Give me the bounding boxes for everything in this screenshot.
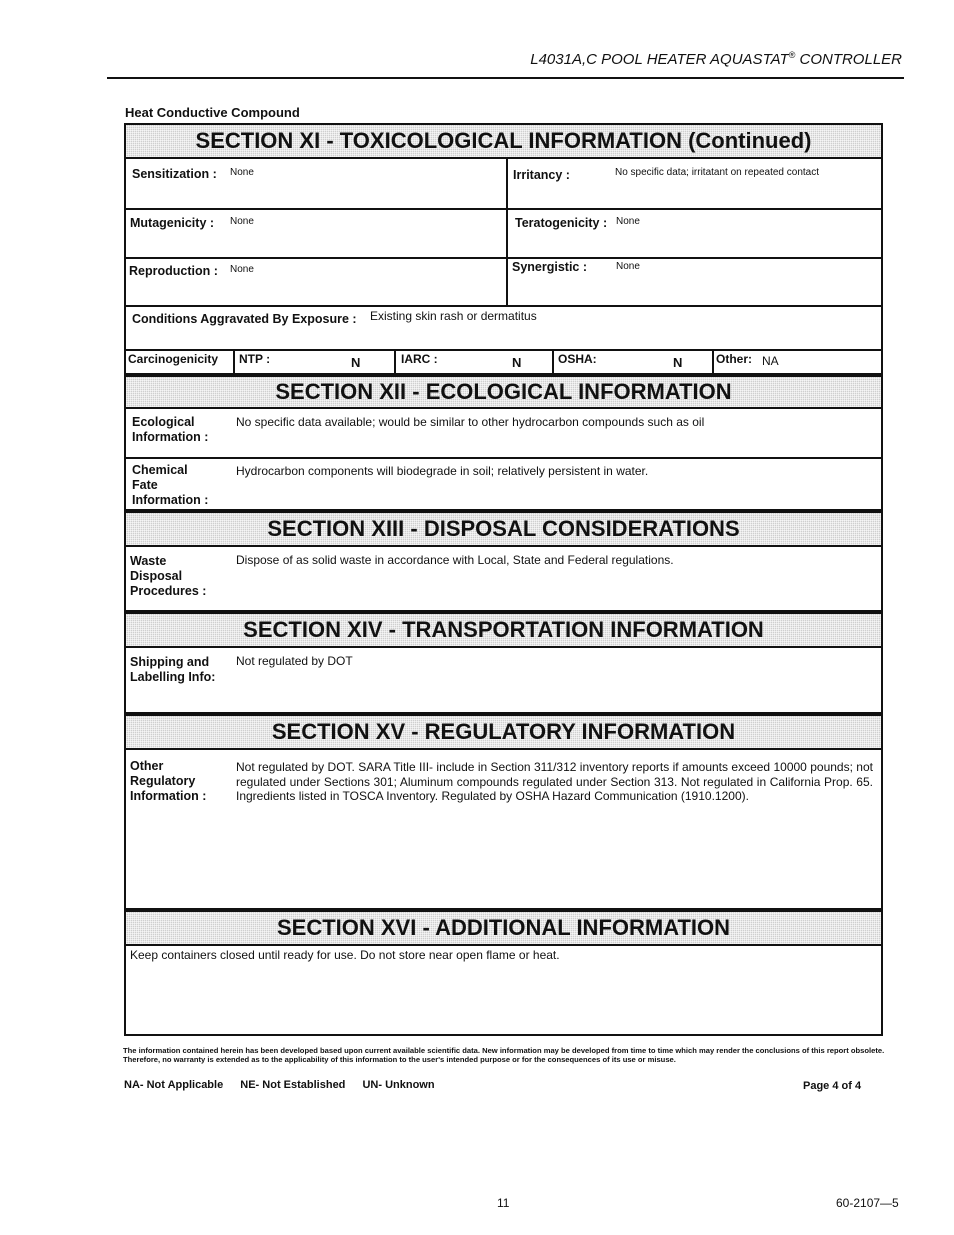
shipping-value: Not regulated by DOT [236, 654, 353, 668]
product-name: Heat Conductive Compound [125, 105, 300, 120]
mutagenicity-label: Mutagenicity : [130, 216, 215, 230]
section-xii-heading: SECTION XII - ECOLOGICAL INFORMATION [124, 375, 883, 409]
chemical-fate-label [132, 463, 208, 508]
synergistic-label: Synergistic : [512, 260, 588, 274]
section-xv-body [124, 750, 883, 910]
waste-label-line: Waste [130, 554, 167, 568]
row-divider [126, 208, 881, 210]
osha-value: N [673, 355, 683, 370]
section-xi-body [124, 159, 883, 375]
regulatory-label-line: Regulatory [130, 774, 196, 788]
ntp-value: N [351, 355, 361, 370]
fate-label-line: Chemical [132, 463, 188, 477]
reproduction-value: None [230, 264, 254, 275]
iarc-label: IARC : [401, 352, 438, 366]
waste-disposal-label [130, 554, 206, 599]
waste-label-line: Procedures : [130, 584, 207, 598]
teratogenicity-value: None [616, 216, 640, 227]
registered-mark: ® [788, 50, 796, 60]
header-title-suffix: CONTROLLER [795, 51, 902, 68]
ecological-value: No specific data available; would be similar to other hydrocarbon compounds such as oil [236, 415, 705, 429]
header-rule [107, 77, 904, 79]
conditions-aggravated-label: Conditions Aggravated By Exposure : [132, 312, 357, 326]
page-number: 11 [497, 1196, 510, 1210]
shipping-label-line: Shipping and [130, 655, 210, 669]
other-label: Other: [716, 352, 752, 366]
section-xvi-body [124, 946, 883, 1036]
chemical-fate-value: Hydrocarbon components will biodegrade in soil; relatively persistent in water. [236, 464, 649, 478]
column-divider [712, 349, 714, 375]
column-divider [552, 349, 554, 375]
fate-label-line: Information : [132, 493, 209, 507]
section-xvi-heading: SECTION XVI - ADDITIONAL INFORMATION [124, 910, 883, 946]
legend-un: UN- Unknown [362, 1079, 435, 1091]
iarc-value: N [512, 355, 522, 370]
conditions-aggravated-value: Existing skin rash or dermatitus [370, 309, 537, 323]
section-xiv-body [124, 648, 883, 714]
regulatory-value: Not regulated by DOT. SARA Title III- include in Section 311/312 inventory reports if amounts exceed 10000 pounds; not regulated under Sections 301; Aluminum compounds regulated under Section 313. Not regulated in California Prop. 65. Ingredients listed in TOSCA Inventory. Regulated by OSHA Hazard Communication (1910.1200). [236, 760, 873, 803]
section-xiv-heading: SECTION XIV - TRANSPORTATION INFORMATION [124, 612, 883, 648]
abbreviation-legend [124, 1079, 449, 1091]
regulatory-label-line: Other [130, 759, 164, 773]
document-number: 60-2107—5 [836, 1196, 899, 1210]
legend-ne: NE- Not Established [240, 1079, 346, 1091]
reproduction-label: Reproduction : [129, 264, 218, 278]
sensitization-label: Sensitization : [132, 167, 217, 181]
shipping-label [130, 655, 215, 685]
row-divider [126, 457, 881, 459]
disclaimer-text: The information contained herein has been developed based upon current available scientific data. New information may be developed from time to time which may render the conclusions of this report obsolete. Therefore, no warranty is extended as to the applicability of this information to the user's intended purpose or for the consequences of its use or misuse. [123, 1046, 885, 1064]
section-xv-heading: SECTION XV - REGULATORY INFORMATION [124, 714, 883, 750]
waste-label-line: Disposal [130, 569, 183, 583]
row-divider [126, 349, 881, 351]
section-xiii-heading: SECTION XIII - DISPOSAL CONSIDERATIONS [124, 511, 883, 547]
waste-disposal-value: Dispose of as solid waste in accordance with Local, State and Federal regulations. [236, 553, 674, 567]
ecological-label-line: Information : [132, 430, 209, 444]
mutagenicity-value: None [230, 216, 254, 227]
teratogenicity-label: Teratogenicity : [515, 216, 608, 230]
additional-info-value: Keep containers closed until ready for use. Do not store near open flame or heat. [130, 948, 560, 962]
irritancy-value: No specific data; irritatant on repeated contact [615, 167, 820, 178]
synergistic-value: None [616, 261, 640, 272]
regulatory-label-line: Information : [130, 789, 207, 803]
shipping-label-line: Labelling Info: [130, 670, 216, 684]
carcinogenicity-label: Carcinogenicity [128, 352, 219, 366]
fate-label-line: Fate [132, 478, 158, 492]
document-header-title [520, 50, 902, 68]
ecological-label-line: Ecological [132, 415, 195, 429]
osha-label: OSHA: [558, 352, 597, 366]
regulatory-label [130, 759, 206, 804]
sensitization-value: None [230, 167, 254, 178]
ecological-label [132, 415, 208, 445]
page-of-label: Page 4 of 4 [803, 1080, 862, 1092]
column-divider [506, 159, 508, 305]
section-xi-heading: SECTION XI - TOXICOLOGICAL INFORMATION (Continued) [124, 123, 883, 159]
column-divider [394, 349, 396, 375]
header-title-text: L4031A,C POOL HEATER AQUASTAT [530, 51, 789, 68]
other-value: NA [762, 354, 779, 368]
irritancy-label: Irritancy : [513, 168, 570, 182]
row-divider [126, 257, 881, 259]
section-xiii-body [124, 547, 883, 612]
ntp-label: NTP : [239, 352, 271, 366]
legend-na: NA- Not Applicable [124, 1079, 224, 1091]
row-divider [126, 305, 881, 307]
section-xii-body [124, 409, 883, 511]
column-divider [233, 349, 235, 375]
